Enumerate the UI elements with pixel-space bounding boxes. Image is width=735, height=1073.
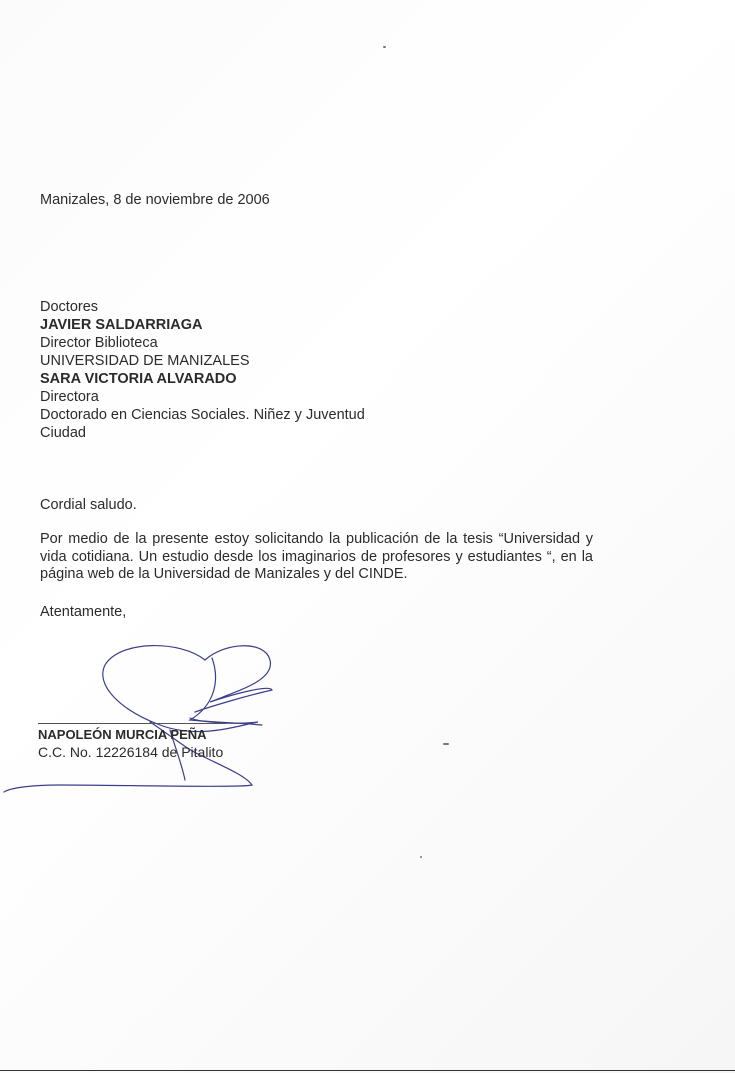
greeting: Cordial saludo.: [40, 497, 137, 513]
scan-speck: [443, 743, 449, 745]
recipient-city: Ciudad: [40, 425, 86, 441]
recipient-role-1: Director Biblioteca: [40, 335, 158, 351]
signature-line: [38, 723, 226, 724]
recipient-name-1: JAVIER SALDARRIAGA: [40, 317, 203, 333]
signer-id-line: C.C. No. 12226184 de Pitalito: [38, 744, 224, 760]
signer-name: NAPOLEÓN MURCIA PEÑA: [38, 727, 207, 742]
recipient-program-2: Doctorado en Ciencias Sociales. Niñez y Juventud: [40, 407, 365, 423]
letter-body: Por medio de la presente estoy solicitando la publicación de la tesis “Universidad y vida cotidiana. Un estudio desde los imaginarios de profesores y estudiantes “, en la página web de la Universidad de Manizales y del CINDE.: [40, 531, 593, 582]
recipient-name-2: SARA VICTORIA ALVARADO: [40, 371, 237, 387]
recipient-role-2: Directora: [40, 389, 99, 405]
scan-speck: [420, 856, 422, 858]
scan-speck: [383, 46, 386, 48]
recipient-title: Doctores: [40, 299, 99, 315]
date-line: Manizales, 8 de noviembre de 2006: [40, 192, 270, 208]
recipient-institution-1: UNIVERSIDAD DE MANIZALES: [40, 353, 250, 369]
handwritten-signature: [0, 630, 300, 800]
closing: Atentamente,: [40, 604, 127, 620]
page-bottom-edge: [0, 1070, 735, 1071]
recipient-block: [40, 298, 365, 442]
